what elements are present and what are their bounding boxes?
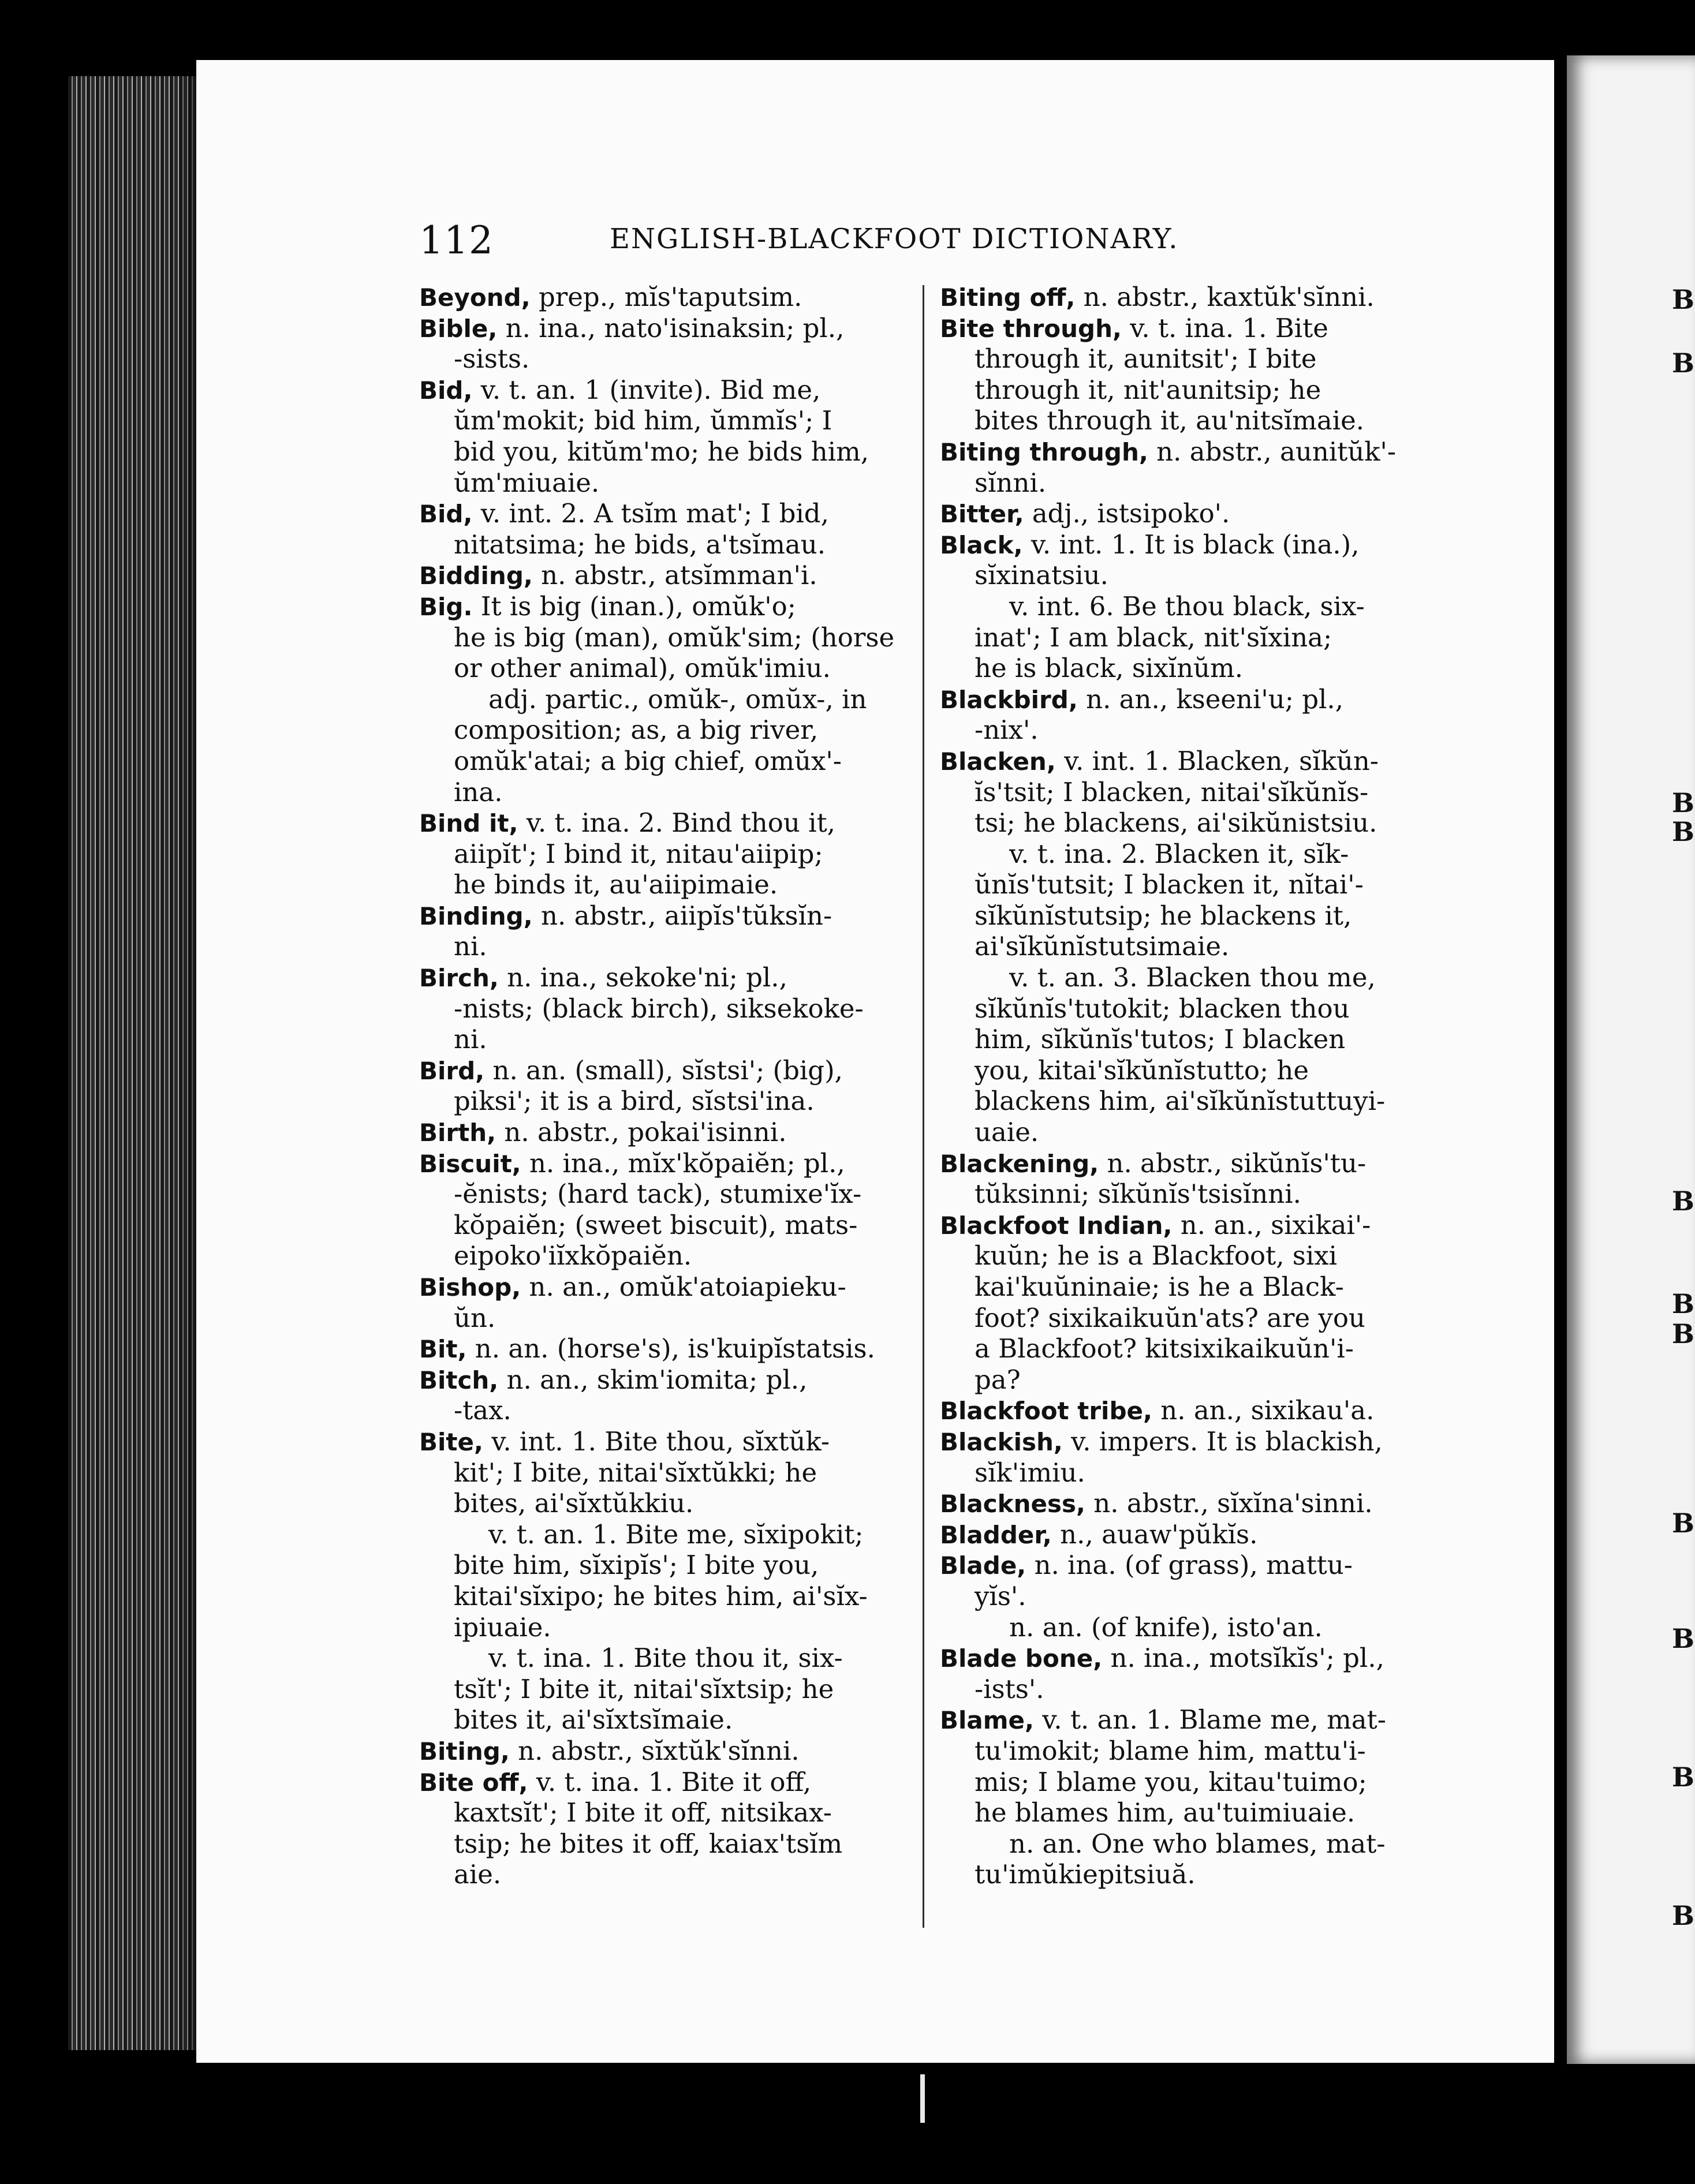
definition-text: ŭm'miuaie. — [454, 467, 600, 498]
next-page-letter: B — [1672, 1762, 1694, 1793]
definition-text: v. t. ina. 2. Blacken it, sĭk- — [1009, 838, 1349, 869]
entry-continuation — [940, 653, 1443, 684]
definition-text: sĭkŭnĭs'tutokit; blacken thou — [975, 993, 1350, 1024]
definition-text: or other animal), omŭk'imiu. — [454, 653, 831, 684]
entry-continuation — [419, 1457, 923, 1489]
dictionary-entry — [940, 1426, 1443, 1457]
book-gutter — [1554, 60, 1567, 2063]
dictionary-entry — [940, 1519, 1443, 1550]
definition-text: kai'kuŭninaie; is he a Black- — [975, 1271, 1344, 1302]
definition-text: inat'; I am black, nit'sĭxina; — [975, 622, 1332, 653]
dictionary-entry — [419, 375, 923, 406]
entry-continuation — [940, 1767, 1443, 1798]
next-page-letter: B — [1672, 284, 1694, 315]
entry-continuation — [419, 839, 923, 870]
definition-text: tsi; he blackens, ai'sikŭnistsiu. — [975, 807, 1377, 839]
entry-continuation — [940, 931, 1443, 962]
entry-continuation — [940, 468, 1443, 499]
definition-text: prep., mĭs'taputsim. — [530, 282, 802, 312]
dictionary-entry — [419, 1148, 923, 1179]
entry-continuation — [940, 560, 1443, 591]
definition-text: bid you, kitŭm'mo; he bids him, — [454, 436, 869, 467]
entry-continuation — [940, 1859, 1443, 1890]
definition-text: ŭnĭs'tutsit; I blacken it, nĭtai'- — [975, 869, 1364, 900]
dictionary-entry — [419, 1736, 923, 1767]
definition-text: ŭm'mokit; bid him, ŭmmĭs'; I — [454, 405, 832, 436]
dictionary-entry — [940, 1704, 1443, 1736]
entry-continuation — [940, 405, 1443, 436]
entry-continuation — [419, 1797, 923, 1828]
entry-continuation — [940, 900, 1443, 932]
definition-text: a Blackfoot? kitsixikaikuŭn'i- — [975, 1333, 1354, 1364]
headword: Bible, — [419, 314, 498, 343]
definition-text: ni. — [454, 1024, 487, 1055]
dictionary-entry — [419, 807, 923, 839]
definition-text: he is black, sixĭnŭm. — [975, 653, 1244, 684]
definition-text: kuŭn; he is a Blackfoot, sixi — [975, 1240, 1338, 1271]
definition-text: v. t. an. 1 (invite). Bid me, — [472, 374, 821, 405]
definition-text: n. ina., motsĭkĭs'; pl., — [1102, 1643, 1384, 1674]
definition-text: sĭnni. — [975, 467, 1047, 498]
next-page-letter: B — [1672, 1288, 1694, 1319]
definition-text: composition; as, a big river, — [454, 715, 819, 746]
entry-continuation — [940, 375, 1443, 406]
definition-text: through it, aunitsit'; I bite — [975, 343, 1317, 375]
entry-continuation — [940, 1179, 1443, 1210]
entry-continuation — [419, 1519, 923, 1550]
definition-text: n. abstr., aiipĭs'tŭksĭn- — [532, 900, 832, 931]
headword: Bite off, — [419, 1768, 528, 1797]
definition-text: blackens him, ai'sĭkŭnĭstuttuyi- — [975, 1086, 1386, 1117]
headword: Bitch, — [419, 1366, 499, 1394]
entry-continuation — [940, 1055, 1443, 1086]
entry-continuation — [419, 1550, 923, 1581]
headword: Bishop, — [419, 1273, 521, 1302]
headword: Blacken, — [940, 747, 1056, 776]
dictionary-entry — [940, 1550, 1443, 1581]
definition-text: v. int. 1. Blacken, sĭkŭn- — [1055, 745, 1379, 776]
entry-continuation — [940, 1117, 1443, 1148]
definition-text: you, kitai'sĭkŭnĭstutto; he — [975, 1054, 1309, 1086]
headword: Biting through, — [940, 437, 1148, 466]
definition-text: tsĭt'; I bite it, nitai'sĭxtsip; he — [454, 1673, 834, 1704]
next-page-edge — [1567, 55, 1695, 2064]
definition-text: tu'imokit; blame him, mattu'i- — [975, 1735, 1366, 1766]
entry-continuation — [940, 1024, 1443, 1055]
definition-text: n. ina., mĭx'kŏpaiĕn; pl., — [521, 1147, 845, 1179]
headword: Bit, — [419, 1335, 467, 1364]
entry-continuation — [940, 1271, 1443, 1303]
next-page-letter: B — [1672, 787, 1694, 818]
definition-text: n. an., sixikau'a. — [1152, 1395, 1375, 1426]
definition-text: n. ina., nato'isinaksin; pl., — [497, 312, 845, 343]
entry-continuation — [419, 931, 923, 962]
dictionary-entry — [419, 560, 923, 591]
definition-text: n. an., kseeni'u; pl., — [1077, 683, 1344, 715]
definition-text: he is big (man), omŭk'sim; (horse — [454, 622, 895, 653]
definition-text: kitai'sĭxipo; he bites him, ai'sĭx- — [454, 1580, 868, 1611]
entry-continuation — [940, 1612, 1443, 1643]
definition-text: piksi'; it is a bird, sĭstsi'ina. — [454, 1086, 815, 1117]
dictionary-entry — [419, 1426, 923, 1457]
next-page-letter: B — [1672, 816, 1694, 847]
definition-text: v. t. ina. 1. Bite thou it, six- — [488, 1643, 843, 1674]
definition-text: v. int. 1. It is black (ina.), — [1022, 529, 1360, 560]
entry-continuation — [419, 622, 923, 653]
definition-text: v. int. 6. Be thou black, six- — [1009, 590, 1365, 622]
definition-text: -nix'. — [975, 715, 1039, 746]
headword: Blade, — [940, 1551, 1026, 1580]
definition-text: n. abstr., aunitŭk'- — [1148, 436, 1397, 467]
entry-continuation — [419, 1240, 923, 1271]
headword: Biscuit, — [419, 1149, 521, 1178]
headword: Big. — [419, 592, 473, 621]
next-page-letter: B — [1672, 1623, 1694, 1654]
headword: Bidding, — [419, 562, 533, 590]
entry-continuation — [419, 1612, 923, 1643]
definition-text: n. an., skim'iomita; pl., — [498, 1364, 808, 1395]
definition-text: yĭs'. — [975, 1580, 1026, 1611]
definition-text: v. int. 1. Bite thou, sĭxtŭk- — [483, 1426, 830, 1457]
entry-continuation — [940, 1303, 1443, 1334]
definition-text: v. int. 2. A tsĭm mat'; I bid, — [472, 498, 829, 529]
dictionary-entry — [419, 313, 923, 344]
next-page-letter: B — [1672, 1186, 1694, 1217]
definition-text: v. t. an. 3. Blacken thou me, — [1009, 962, 1376, 993]
entry-continuation — [419, 529, 923, 560]
column-divider — [923, 285, 924, 1928]
definition-text: -tax. — [454, 1395, 512, 1426]
dictionary-entry — [940, 1488, 1443, 1519]
definition-text: v. t. an. 1. Blame me, mat- — [1033, 1704, 1386, 1736]
definition-text: n., auaw'pŭkĭs. — [1051, 1519, 1258, 1550]
next-page-letter: B — [1672, 1318, 1694, 1349]
entry-continuation — [940, 1674, 1443, 1705]
definition-text: mis; I blame you, kitau'tuimo; — [975, 1766, 1367, 1797]
headword: Bite, — [419, 1427, 483, 1456]
entry-continuation — [419, 746, 923, 777]
definition-text: n. an. One who blames, mat- — [1009, 1828, 1386, 1859]
definition-text: bites through it, au'nitsĭmaie. — [975, 405, 1365, 436]
headword: Black, — [940, 530, 1023, 559]
dictionary-entry — [419, 962, 923, 993]
definition-text: -sists. — [454, 343, 530, 375]
definition-text: bite him, sĭxipĭs'; I bite you, — [454, 1550, 819, 1581]
definition-text: v. impers. It is blackish, — [1062, 1426, 1383, 1457]
dictionary-entry — [419, 1117, 923, 1148]
headword: Bitter, — [940, 500, 1024, 529]
headword: Blade bone, — [940, 1644, 1103, 1673]
scan-artifact — [920, 2074, 925, 2123]
entry-continuation — [419, 715, 923, 746]
headword: Bid, — [419, 376, 473, 405]
definition-text: -ĕnists; (hard tack), stumixe'ĭx- — [454, 1179, 862, 1210]
dictionary-entry — [940, 282, 1443, 313]
definition-text: foot? sixikaikuŭn'ats? are you — [975, 1302, 1365, 1333]
headword: Blackfoot tribe, — [940, 1397, 1152, 1426]
definition-text: -ists'. — [975, 1673, 1044, 1704]
definition-text: aiipĭt'; I bind it, nitau'aiipip; — [454, 838, 823, 869]
entry-continuation — [940, 591, 1443, 622]
headword: Birch, — [419, 964, 499, 993]
definition-text: ĭs'tsit; I blacken, nitai'sĭkŭnĭs- — [975, 776, 1369, 807]
entry-continuation — [940, 1240, 1443, 1271]
headword: Blackness, — [940, 1490, 1085, 1519]
definition-text: n. abstr., atsĭmman'i. — [532, 560, 817, 591]
entry-continuation — [940, 1333, 1443, 1364]
definition-text: n. abstr., kaxtŭk'sĭnni. — [1075, 282, 1375, 312]
definition-text: v. t. ina. 1. Bite — [1121, 312, 1328, 343]
definition-text: bites, ai'sĭxtŭkkiu. — [454, 1488, 694, 1519]
right-column — [940, 282, 1443, 1890]
definition-text: uaie. — [975, 1117, 1039, 1148]
entry-continuation — [940, 715, 1443, 746]
entry-continuation — [419, 1581, 923, 1612]
definition-text: n. abstr., sikŭnĭs'tu- — [1099, 1147, 1367, 1179]
dictionary-entry — [940, 1148, 1443, 1179]
page-title: ENGLISH-BLACKFOOT DICTIONARY. — [610, 223, 1179, 255]
definition-text: kŏpaiĕn; (sweet biscuit), mats- — [454, 1209, 858, 1240]
definition-text: It is big (inan.), omŭk'o; — [472, 590, 796, 622]
entry-continuation — [419, 436, 923, 468]
definition-text: v. t. ina. 1. Bite it off, — [528, 1766, 812, 1797]
definition-text: tu'imŭkiepitsiuă. — [975, 1859, 1196, 1890]
headword: Blame, — [940, 1706, 1034, 1735]
definition-text: sĭk'imiu. — [975, 1457, 1085, 1488]
definition-text: ipiuaie. — [454, 1611, 551, 1643]
definition-text: kaxtsĭt'; I bite it off, nitsikax- — [454, 1797, 832, 1828]
definition-text: n. ina., sekoke'ni; pl., — [498, 962, 787, 993]
headword: Blackfoot Indian, — [940, 1211, 1173, 1240]
definition-text: eipoko'iĭxkŏpaiĕn. — [454, 1240, 692, 1271]
entry-continuation — [419, 1303, 923, 1334]
dictionary-entry — [419, 282, 923, 313]
headword: Bird, — [419, 1056, 485, 1085]
entry-continuation — [419, 343, 923, 375]
definition-text: n. an. (small), sĭstsi'; (big), — [484, 1054, 843, 1086]
definition-text: him, sĭkŭnĭs'tutos; I blacken — [975, 1024, 1346, 1055]
definition-text: aie. — [454, 1859, 502, 1890]
entry-continuation — [940, 622, 1443, 653]
entry-continuation — [940, 1828, 1443, 1860]
entry-continuation — [940, 1797, 1443, 1828]
entry-continuation — [419, 1024, 923, 1055]
entry-continuation — [940, 962, 1443, 993]
headword: Binding, — [419, 902, 533, 930]
dictionary-entry — [940, 1643, 1443, 1674]
definition-text: adj., istsipoko'. — [1024, 498, 1230, 529]
definition-text: bites it, ai'sĭxtsĭmaie. — [454, 1704, 733, 1736]
entry-continuation — [419, 1179, 923, 1210]
definition-text: n. ina. (of grass), mattu- — [1026, 1550, 1353, 1581]
entry-continuation — [419, 1704, 923, 1736]
dictionary-entry — [940, 436, 1443, 468]
definition-text: n. an. (of knife), isto'an. — [1009, 1611, 1323, 1643]
page-edges — [68, 76, 201, 2050]
dictionary-entry — [940, 313, 1443, 344]
entry-continuation — [419, 1674, 923, 1705]
entry-continuation — [419, 993, 923, 1024]
headword: Beyond, — [419, 283, 531, 312]
headword: Blackish, — [940, 1427, 1063, 1456]
headword: Biting off, — [940, 283, 1076, 312]
dictionary-entry — [419, 498, 923, 529]
definition-text: through it, nit'aunitsip; he — [975, 374, 1321, 405]
definition-text: -nists; (black birch), siksekoke- — [454, 993, 864, 1024]
dictionary-entry — [419, 1271, 923, 1303]
dictionary-entry — [940, 498, 1443, 529]
entry-continuation — [419, 869, 923, 900]
definition-text: tŭksinni; sĭkŭnĭs'tsisĭnni. — [975, 1179, 1301, 1210]
definition-text: n. an., omŭk'atoiapieku- — [521, 1271, 846, 1302]
dictionary-entry — [419, 1767, 923, 1798]
definition-text: v. t. ina. 2. Bind thou it, — [518, 807, 835, 839]
dictionary-entry — [419, 591, 923, 622]
entry-continuation — [940, 993, 1443, 1024]
page-number: 112 — [419, 218, 494, 263]
definition-text: tsip; he bites it off, kaiax'tsĭm — [454, 1828, 843, 1859]
definition-text: n. an. (horse's), is'kuipĭstatsis. — [466, 1333, 875, 1364]
definition-text: ni. — [454, 931, 487, 962]
headword: Blackening, — [940, 1149, 1099, 1178]
definition-text: ŭn. — [454, 1302, 496, 1333]
running-head — [419, 218, 1250, 264]
entry-continuation — [419, 1210, 923, 1241]
headword: Bid, — [419, 500, 473, 529]
next-page-letter: B — [1672, 1508, 1694, 1539]
entry-continuation — [940, 807, 1443, 839]
entry-continuation — [940, 1581, 1443, 1612]
entry-continuation — [940, 343, 1443, 375]
dictionary-entry — [940, 529, 1443, 560]
definition-text: n. abstr., sĭxtŭk'sĭnni. — [509, 1735, 800, 1766]
headword: Birth, — [419, 1119, 496, 1147]
entry-continuation — [419, 1395, 923, 1426]
dictionary-entry — [419, 1364, 923, 1396]
entry-continuation — [419, 1859, 923, 1890]
headword: Blackbird, — [940, 685, 1078, 714]
next-page-letter: B — [1672, 1900, 1694, 1931]
entry-continuation — [419, 468, 923, 499]
entry-continuation — [419, 405, 923, 436]
entry-continuation — [940, 1457, 1443, 1489]
definition-text: ai'sĭkŭnĭstutsimaie. — [975, 931, 1230, 962]
entry-continuation — [419, 1828, 923, 1860]
entry-continuation — [419, 684, 923, 715]
definition-text: kit'; I bite, nitai'sĭxtŭkki; he — [454, 1457, 817, 1488]
entry-continuation — [940, 869, 1443, 900]
left-column — [419, 282, 923, 1890]
headword: Biting, — [419, 1737, 510, 1766]
definition-text: sĭkŭnĭstutsip; he blackens it, — [975, 900, 1352, 931]
dictionary-entry — [940, 1210, 1443, 1241]
entry-continuation — [940, 777, 1443, 808]
entry-continuation — [419, 1488, 923, 1519]
definition-text: sĭxinatsiu. — [975, 560, 1108, 591]
definition-text: he binds it, au'aiipimaie. — [454, 869, 778, 900]
dictionary-entry — [940, 1395, 1443, 1426]
definition-text: adj. partic., omŭk-, omŭx-, in — [488, 683, 867, 715]
definition-text: n. an., sixikai'- — [1172, 1209, 1371, 1240]
definition-text: nitatsima; he bids, a'tsĭmau. — [454, 529, 826, 560]
dictionary-entry — [419, 1333, 923, 1364]
dictionary-entry — [419, 1055, 923, 1086]
headword: Bind it, — [419, 809, 518, 838]
entry-continuation — [940, 1364, 1443, 1396]
entry-continuation — [419, 1086, 923, 1117]
definition-text: ina. — [454, 776, 503, 807]
definition-text: n. abstr., sĭxĭna'sinni. — [1085, 1488, 1373, 1519]
definition-text: he blames him, au'tuimiuaie. — [975, 1797, 1356, 1828]
entry-continuation — [940, 1736, 1443, 1767]
next-page-letter: B — [1672, 347, 1694, 379]
entry-continuation — [940, 839, 1443, 870]
headword: Bite through, — [940, 314, 1122, 343]
dictionary-entry — [940, 746, 1443, 777]
definition-text: n. abstr., pokai'isinni. — [496, 1117, 787, 1148]
entry-continuation — [419, 653, 923, 684]
entry-continuation — [940, 1086, 1443, 1117]
definition-text: v. t. an. 1. Bite me, sĭxipokit; — [488, 1519, 864, 1550]
definition-text: pa? — [975, 1364, 1021, 1395]
definition-text: omŭk'atai; a big chief, omŭx'- — [454, 745, 842, 776]
entry-continuation — [419, 1643, 923, 1674]
dictionary-entry — [940, 684, 1443, 715]
headword: Bladder, — [940, 1520, 1052, 1549]
dictionary-entry — [419, 900, 923, 932]
entry-continuation — [419, 777, 923, 808]
